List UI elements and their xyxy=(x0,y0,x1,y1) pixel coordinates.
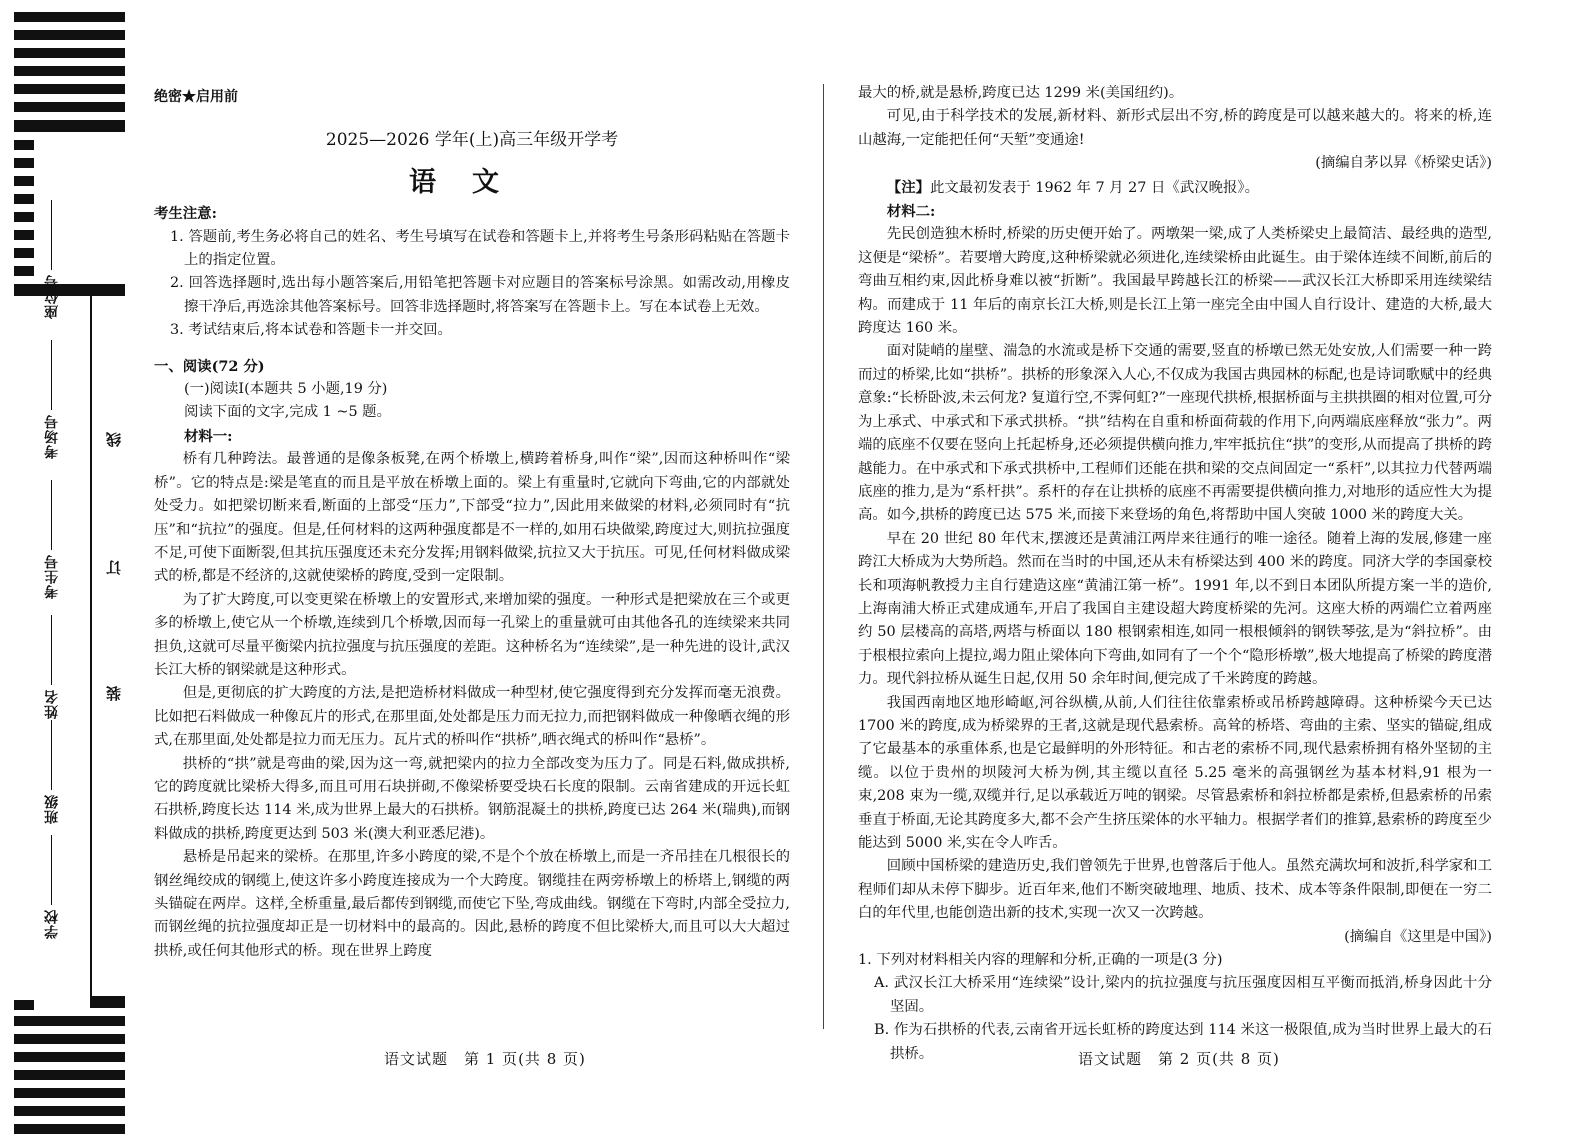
section-heading: 一、阅读(72 分) xyxy=(154,357,265,375)
passage-paragraph: 为了扩大跨度,可以变更梁在桥墩上的安置形式,来增加梁的强度。一种形式是把梁放在三个或更多的桥墩上,使它从一个桥墩,连续到几个桥墩,因而每一孔梁上的重量就可由其他各孔的连续梁来共同担负,这就可尽量平衡梁内抗拉强度与抗压强度的差距。这种桥名为“连续梁”,是一种先进的设计,武汉长江大桥的钢梁就是这种形式。 xyxy=(154,591,790,678)
passage-paragraph: 早在 20 世纪 80 年代末,摆渡还是黄浦江两岸来往通行的唯一途径。随着上海的发展,修建一座跨江大桥成为大势所趋。然而在当时的中国,还从未有桥梁达到 400 米的跨度。同济大学的李国豪校长和项海帆教授力主自行建造这座“黄浦江第一桥”。1991 年,以不到日本团队所提方案一半的造价,上海南浦大桥正式建成通车,开启了我国自主建设超大跨度桥梁的先河。这座大桥的两端伫立着两座约 50 层楼高的高塔,两塔与桥面以 180 根钢索相连,如同一根根倾斜的钢铁琴弦,是为“斜拉桥”。由于根根拉索向上提拉,竭力阻止梁体向下弯曲,如同有了一个个“隐形桥墩”,极大地提高了桥梁的跨度潜力。现代斜拉桥从诞生日起,仅用 50 余年时间,便完成了千米跨度的跨越。 xyxy=(858,530,1492,688)
binding-strip xyxy=(0,0,130,1138)
material-1-label: 材料一: xyxy=(184,427,233,445)
student-number-label: 考生号 xyxy=(44,554,60,599)
binding-stripe xyxy=(14,84,125,94)
binding-stripe xyxy=(14,1088,125,1098)
binding-stripe xyxy=(14,1034,125,1044)
school-field xyxy=(42,835,72,939)
student-number-field xyxy=(42,480,72,599)
binding-stripe xyxy=(14,1016,125,1026)
passage-paragraph: 回顾中国桥梁的建造历史,我们曾领先于世界,也曾落后于他人。虽然充满坎坷和波折,科学家和工程师们却从未停下脚步。近百年来,他们不断突破地理、地质、技术、成本等条件限制,即便在一穷二白的年代里,也能创造出新的技术,实现一次又一次跨越。 xyxy=(858,858,1492,922)
binding-stripe xyxy=(14,12,125,22)
exam-room-field xyxy=(42,340,72,459)
binding-stripe xyxy=(14,48,125,58)
binding-stripe xyxy=(14,266,34,276)
passage-paragraph: 我国西南地区地形崎岖,河谷纵横,从前,人们往往依靠索桥或吊桥跨越障碍。这种桥梁今天已达 1700 米的跨度,成为桥梁界的王者,这就是现代悬索桥。高耸的桥塔、弯曲的主索、坚实的锚碇,组成了它最基本的承重体系,也是它最鲜明的外形特征。和古老的索桥不同,现代悬索桥拥有格外坚韧的主缆。以位于贵州的坝陵河大桥为例,其主缆以直径 5.25 毫米的高强钢丝为基本材料,91 根为一束,208 束为一缆,双缆并行,足以承载近万吨的钢梁。尽管悬索桥和斜拉桥都是索桥,但悬索桥的吊索垂直于桥面,无论其跨度多大,都不会产生挤压梁体的水平轴力。根据学者们的推算,悬索桥的跨度至少能达到 5000 米,实在令人咋舌。 xyxy=(858,694,1492,851)
seat-underline xyxy=(52,200,53,270)
binding-stripe xyxy=(14,1124,125,1134)
binding-stripe xyxy=(14,102,125,112)
school-label: 学校 xyxy=(44,909,60,939)
page-1 xyxy=(154,82,790,963)
page-divider xyxy=(823,84,824,1029)
binding-stripe xyxy=(90,996,125,1008)
footnote xyxy=(858,176,1492,200)
notice-item: 1. 答题前,考生务必将自己的姓名、考生号填写在试卷和答题卡上,并将考生号条形码粘贴在答题卡上的指定位置。 xyxy=(170,228,790,269)
note-text: 此文最初发表于 1962 年 7 月 27 日《武汉晚报》。 xyxy=(929,179,1259,196)
binding-stripe xyxy=(14,1106,125,1116)
passage-paragraph: 面对陡峭的崖壁、湍急的水流或是桥下交通的需要,竖直的桥墩已然无处安放,人们需要一种一跨而过的桥梁,比如“拱桥”。拱桥的形象深入人心,不仅成为我国古典园林的标配,也是诗词歌赋中的经典意象:“长桥卧波,未云何龙? 复道行空,不霁何虹?”一座现代拱桥,根据桥面与主拱拱圈的相对位置,可分为上承式、中承式和下承式拱桥。“拱”结构在自重和桥面荷载的作用下,向两端底座释放“张力”。两端的底座不仅要在竖向上托起桥身,还必须提供横向推力,牢牢抵抗住“拱”的变形,从而提高了拱桥的跨越能力。在中承式和下承式拱桥中,工程师们还能在拱和梁的交点间固定一“系杆”,以其拉力代替两端底座的推力,是为“系杆拱”。系杆的存在让拱桥的底座不再需要提供横向推力,对地形的适应性大为提高。如今,拱桥的跨度已达 575 米,而接下来登场的角色,将帮助中国人突破 1000 米的跨度大关。 xyxy=(858,343,1492,524)
seat-label: 座位号 xyxy=(44,274,60,319)
binding-stripe xyxy=(14,158,34,168)
question-1-stem: 1. 下列对材料相关内容的理解和分析,正确的一项是(3 分) xyxy=(858,952,1223,969)
page-2-footer: 语文试题 第 2 页(共 8 页) xyxy=(1078,1050,1280,1068)
binding-stripe xyxy=(14,176,34,186)
binding-stripe xyxy=(14,1070,125,1080)
page-1-footer: 语文试题 第 1 页(共 8 页) xyxy=(384,1050,586,1068)
material-2-label: 材料二: xyxy=(886,203,936,221)
passage-paragraph: 先民创造独木桥时,桥梁的历史便开始了。两墩架一梁,成了人类桥梁史上最简洁、最经典的造型,这便是“梁桥”。若要增大跨度,这种桥梁就必须进化,连续梁桥由此诞生。由于梁体连续不间断,前后的弯曲互相约束,因此桥身难以被“折断”。我国最早跨越长江的桥梁——武汉长江大桥即采用连续梁结构。而建成于 11 年后的南京长江大桥,则是长江上第一座完全由中国人自行设计、建造的大桥,最大跨度达 160 米。 xyxy=(858,226,1492,337)
binding-stripe xyxy=(14,194,34,204)
subject-title: 语文 xyxy=(409,166,535,198)
binding-mark-bind: 装 xyxy=(105,686,123,701)
exam-title: 2025—2026 学年(上)高三年级开学考 xyxy=(325,130,619,151)
class-field xyxy=(42,720,72,824)
school-underline xyxy=(52,835,53,905)
reading-instruction: 阅读下面的文字,完成 1 ~5 题。 xyxy=(184,404,391,421)
seat-field xyxy=(42,200,72,319)
question-option: A. 武汉长江大桥采用“连续梁”设计,梁内的抗拉强度与抗压强度因相互平衡而抵消,桥身因此十分坚固。 xyxy=(874,975,1492,1015)
binding-mark-order: 订 xyxy=(105,560,123,575)
notice-heading: 考生注意: xyxy=(154,205,217,223)
name-label: 姓名 xyxy=(44,689,60,719)
name-underline xyxy=(52,615,53,685)
binding-stripe xyxy=(14,1000,34,1010)
passage-paragraph: 可见,由于科学技术的发展,新材料、新形式层出不穷,桥的跨度是可以越来越大的。将来的桥,连山越海,一定能把任何“天堑”变通途! xyxy=(858,108,1492,148)
question-option: B. 作为石拱桥的代表,云南省开远长虹桥的跨度达到 114 米这一极限值,成为当时世界上最大的石拱桥。 xyxy=(874,1022,1492,1062)
binding-stripe xyxy=(14,212,34,222)
binding-stripe xyxy=(14,248,34,258)
exam-room-underline xyxy=(52,340,53,410)
subsection-heading: (一)阅读Ⅰ(本题共 5 小题,19 分) xyxy=(184,381,388,398)
binding-stripe xyxy=(14,66,125,76)
exam-room-label: 考场号 xyxy=(44,414,60,459)
binding-mark-line: 线 xyxy=(105,432,123,447)
passage-paragraph: 桥有几种跨法。最普通的是像条板凳,在两个桥墩上,横跨着桥身,叫作“梁”,因而这种桥叫作“梁桥”。它的特点是:梁是笔直的而且是平放在桥墩上面的。梁上有重量时,它就向下弯曲,它的内部就处处受力。如把梁切断来看,断面的上部受“压力”,下部受“拉力”,因此用来做梁的材料,必须同时有“抗压”和“抗拉”的强度。但是,任何材料的这两种强度都是不一样的,如用石块做梁,跨度过大,则抗拉强度不足,可使下面断裂,但其抗压强度还未充分发挥;用钢料做梁,抗拉又大于抗压。可见,任何材料做成梁式的桥,都是不经济的,这就使梁桥的跨度,受到一定限制。 xyxy=(154,451,790,585)
binding-stripe xyxy=(14,1052,125,1062)
student-number-underline xyxy=(52,480,53,550)
source-citation: (摘编自《这里是中国》) xyxy=(1344,928,1492,945)
note-label: 【注】 xyxy=(886,178,930,196)
passage-paragraph: 悬桥是吊起来的梁桥。在那里,许多小跨度的梁,不是个个放在桥墩上,而是一齐吊挂在几根很长的钢丝绳绞成的钢缆上,使这许多小跨度连接成为一个大跨度。钢缆挂在两旁桥墩上的桥塔上,钢缆的两头锚碇在两岸。这样,全桥重量,最后都传到钢缆,而使它下坠,弯成曲线。钢缆在下弯时,内部全受拉力,而钢丝绳的抗拉强度却正是一切材料中的最高的。因此,悬桥的跨度不但比梁桥大,而且可以大大超过拱桥,或任何其他形式的桥。现在世界上跨度 xyxy=(154,849,790,959)
notice-item: 3. 考试结束后,将本试卷和答题卡一并交回。 xyxy=(170,322,452,339)
binding-cut-line xyxy=(90,295,92,1000)
binding-stripe xyxy=(14,30,125,40)
binding-stripe xyxy=(14,120,125,132)
binding-stripe xyxy=(14,230,34,240)
page-2 xyxy=(858,82,1492,1066)
passage-paragraph: 最大的桥,就是悬桥,跨度已达 1299 米(美国纽约)。 xyxy=(858,85,1184,101)
notice-item: 2. 回答选择题时,选出每小题答案后,用铅笔把答题卡对应题目的答案标号涂黑。如需改动,用橡皮擦干净后,再选涂其他答案标号。回答非选择题时,将答案写在答题卡上。写在本试卷上无效。 xyxy=(170,275,790,315)
passage-paragraph: 但是,更彻底的扩大跨度的方法,是把造桥材料做成一种型材,使它强度得到充分发挥而毫无浪费。比如把石料做成一种像瓦片的形式,在那里面,处处都是压力而无拉力,而把钢料做成一种像晒衣绳的形式,在那里面,处处都是拉力而无压力。瓦片式的桥叫作“拱桥”,晒衣绳式的桥叫作“悬桥”。 xyxy=(154,685,790,749)
binding-stripe xyxy=(14,140,34,150)
passage-paragraph: 拱桥的“拱”就是弯曲的梁,因为这一弯,就把梁内的拉力全部改变为压力了。同是石料,做成拱桥,它的跨度就比梁桥大得多,而且可用石块拼砌,不像梁桥要受块石长度的限制。云南省建成的开远长虹石拱桥,跨度长达 114 米,成为世界上最大的石拱桥。钢筋混凝土的拱桥,跨度已达 264 米(瑞典),而钢料做成的拱桥,跨度更达到 503 米(澳大利亚悉尼港)。 xyxy=(154,755,790,842)
class-underline xyxy=(52,720,53,790)
name-field xyxy=(42,615,72,719)
confidential-label: 绝密★启用前 xyxy=(154,89,238,105)
class-label: 班级 xyxy=(44,794,60,824)
source-citation: (摘编自茅以昇《桥梁史话》) xyxy=(1315,155,1492,172)
